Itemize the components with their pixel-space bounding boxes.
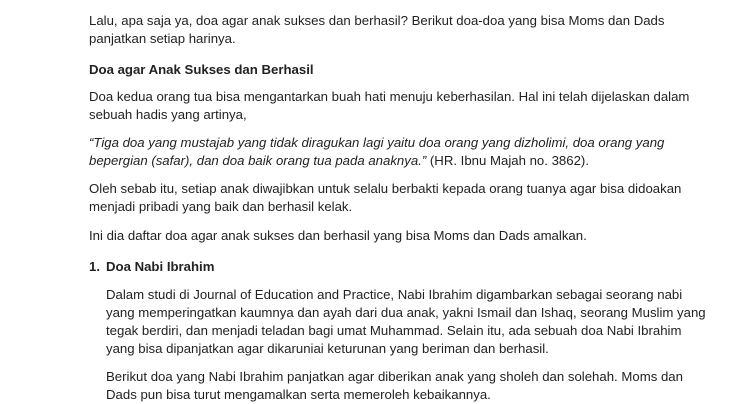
paragraph-4-line-2: yang memperingatkan kaumnya dan ayah dari dua anak, yakni Ismail dan Ishaq, seorang Muslim yang xyxy=(106,305,706,320)
paragraph-1-line-1: Doa kedua orang tua bisa mengantarkan buah hati menuju keberhasilan. Hal ini telah dijelaskan dalam xyxy=(89,89,690,104)
list-number: 1. xyxy=(89,259,100,274)
paragraph-3: Ini dia daftar doa agar anak sukses dan berhasil yang bisa Moms dan Dads amalkan. xyxy=(89,228,587,243)
list-item-title: Doa Nabi Ibrahim xyxy=(106,259,215,274)
paragraph-2-line-1: Oleh sebab itu, setiap anak diwajibkan untuk selalu berbakti kepada orang tuanya agar bisa didoakan xyxy=(89,181,682,196)
paragraph-2-line-2: menjadi pribadi yang baik dan berhasil kelak. xyxy=(89,199,353,214)
hadith-quote-line-1: “Tiga doa yang mustajab yang tidak diragukan lagi yaitu doa orang yang dizholimi, doa orang yang xyxy=(89,135,665,150)
paragraph-1-line-2: sebuah hadis yang artinya, xyxy=(89,107,247,122)
hadith-citation: (HR. Ibnu Majah no. 3862). xyxy=(426,153,589,168)
paragraph-5-line-2: Dads pun bisa turut mengamalkan serta memeroleh kebaikannya. xyxy=(106,387,491,402)
paragraph-4-line-1: Dalam studi di Journal of Education and Practice, Nabi Ibrahim digambarkan sebagai seorang nabi xyxy=(106,287,683,302)
intro-line-1: Lalu, apa saja ya, doa agar anak sukses dan berhasil? Berikut doa-doa yang bisa Moms dan Dads xyxy=(89,13,665,28)
hadith-quote-line-2 xyxy=(89,152,589,170)
section-heading: Doa agar Anak Sukses dan Berhasil xyxy=(89,62,314,77)
intro-line-2: panjatkan setiap harinya. xyxy=(89,31,236,46)
paragraph-4-line-4: yang bisa dipanjatkan agar dikaruniai keturunan yang beriman dan berhasil. xyxy=(106,341,549,356)
paragraph-5-line-1: Berikut doa yang Nabi Ibrahim panjatkan agar diberikan anak yang sholeh dan solehah. Moms dan xyxy=(106,369,683,384)
paragraph-4-line-3: tegak berdiri, dan menjadi teladan bagi umat Muhammad. Selain itu, ada sebuah doa Nabi Ibrahim xyxy=(106,323,682,338)
hadith-quote-text: bepergian (safar), dan doa baik orang tua pada anaknya.” xyxy=(89,153,427,168)
